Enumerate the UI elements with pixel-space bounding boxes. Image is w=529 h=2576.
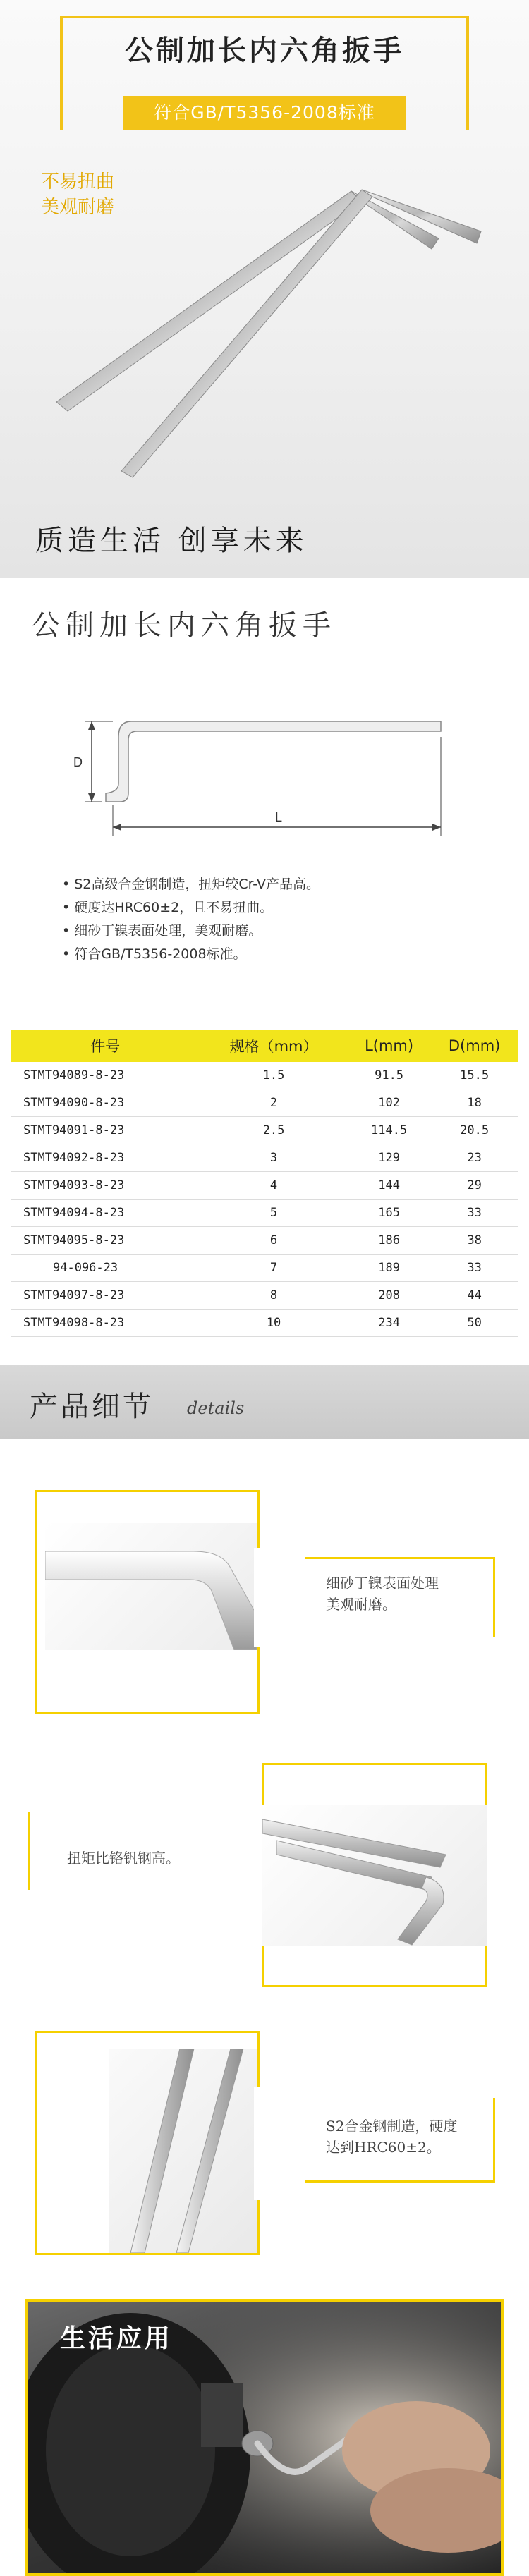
hero-banner (0, 0, 529, 578)
detail-photo-2 (262, 1805, 487, 1946)
cell-depth: 44 (430, 1282, 518, 1310)
column-header-length: L(mm) (348, 1030, 430, 1062)
table-row (11, 1144, 518, 1172)
detail-photo-1 (45, 1523, 257, 1650)
table-row (11, 1172, 518, 1200)
hero-feature-1: 不易扭曲 (41, 171, 115, 193)
dimension-diagram (63, 716, 458, 839)
table-row (11, 1310, 518, 1337)
cell-size: 1.5 (200, 1062, 348, 1089)
cell-size: 6 (200, 1227, 348, 1255)
cell-depth: 18 (430, 1089, 518, 1117)
cell-part-no: STMT94098-8-23 (11, 1310, 200, 1337)
cell-length: 208 (348, 1282, 430, 1310)
table-row (11, 1227, 518, 1255)
cell-depth: 33 (430, 1255, 518, 1282)
cell-size: 2.5 (200, 1117, 348, 1144)
cell-length: 91.5 (348, 1062, 430, 1089)
cell-length: 186 (348, 1227, 430, 1255)
column-header-depth: D(mm) (430, 1030, 518, 1062)
cell-size: 3 (200, 1144, 348, 1172)
cell-part-no: STMT94089-8-23 (11, 1062, 200, 1089)
table-header-row (11, 1030, 518, 1062)
details-subtitle: details (187, 1398, 245, 1418)
details-title: 产品细节 (30, 1391, 154, 1423)
feature-bullet-list (62, 873, 320, 966)
detail-note-2-line-1: 扭矩比铬钒钢高。 (67, 1850, 180, 1867)
cell-part-no: STMT94092-8-23 (11, 1144, 200, 1172)
cell-length: 129 (348, 1144, 430, 1172)
table-row (11, 1062, 518, 1089)
detail-note-3 (326, 2116, 457, 2158)
cell-part-no: STMT94091-8-23 (11, 1117, 200, 1144)
cell-size: 5 (200, 1200, 348, 1227)
bullet-item: • 硬度达HRC60±2，且不易扭曲。 (62, 896, 320, 920)
hero-feature-2: 美观耐磨 (41, 197, 115, 218)
table-row (11, 1089, 518, 1117)
cell-part-no: STMT94094-8-23 (11, 1200, 200, 1227)
detail-note-2 (67, 1848, 180, 1869)
table-row (11, 1255, 518, 1282)
hero-title: 公制加长内六角扳手 (125, 35, 404, 67)
cell-depth: 29 (430, 1172, 518, 1200)
cell-size: 8 (200, 1282, 348, 1310)
life-application-photo (25, 2299, 504, 2576)
cell-length: 114.5 (348, 1117, 430, 1144)
hex-key-product-image (0, 0, 529, 578)
hero-standard-badge: 符合GB/T5356-2008标准 (123, 96, 406, 130)
hex-key-bend-image (45, 1523, 257, 1650)
life-title: 生活应用 (60, 2324, 174, 2353)
cell-depth: 50 (430, 1310, 518, 1337)
detail-note-1-line-1: 细砂丁镍表面处理 (326, 1575, 439, 1592)
cell-depth: 33 (430, 1200, 518, 1227)
cell-length: 102 (348, 1089, 430, 1117)
cell-size: 2 (200, 1089, 348, 1117)
hero-slogan: 质造生活 创享未来 (35, 525, 308, 557)
spec-table (11, 1030, 518, 1337)
column-header-part-no: 件号 (11, 1030, 200, 1062)
cell-depth: 20.5 (430, 1117, 518, 1144)
bullet-item: • 符合GB/T5356-2008标准。 (62, 943, 320, 966)
cell-length: 144 (348, 1172, 430, 1200)
cell-size: 4 (200, 1172, 348, 1200)
cell-depth: 38 (430, 1227, 518, 1255)
cell-length: 165 (348, 1200, 430, 1227)
cell-part-no: STMT94090-8-23 (11, 1089, 200, 1117)
spec-title: 公制加长内六角扳手 (32, 609, 336, 642)
cell-depth: 23 (430, 1144, 518, 1172)
detail-note-1 (326, 1573, 439, 1615)
table-row (11, 1200, 518, 1227)
bullet-item: • 细砂丁镍表面处理，美观耐磨。 (62, 920, 320, 943)
bullet-item: • S2高级合金钢制造，扭矩较Cr-V产品高。 (62, 873, 320, 896)
cell-size: 10 (200, 1310, 348, 1337)
table-row (11, 1117, 518, 1144)
cell-size: 7 (200, 1255, 348, 1282)
detail-note-1-line-2: 美观耐磨。 (326, 1596, 396, 1613)
table-row (11, 1282, 518, 1310)
cell-length: 234 (348, 1310, 430, 1337)
diagram-label-l: L (275, 810, 283, 824)
details-banner (0, 1365, 529, 1439)
detail-note-3-line-1: S2合金钢制造，硬度 (326, 2118, 458, 2135)
detail-note-3-line-2: 达到HRC60±2。 (326, 2139, 441, 2156)
cell-depth: 15.5 (430, 1062, 518, 1089)
hex-key-closeup-image (262, 1805, 487, 1946)
diagram-label-d: D (73, 755, 83, 769)
cell-length: 189 (348, 1255, 430, 1282)
frame-gap (254, 2087, 268, 2200)
cell-part-no: 94-096-23 (11, 1255, 200, 1282)
cell-part-no: STMT94093-8-23 (11, 1172, 200, 1200)
cell-part-no: STMT94095-8-23 (11, 1227, 200, 1255)
hex-key-shaft-image (109, 2049, 257, 2253)
column-header-size: 规格（mm） (200, 1030, 348, 1062)
frame-gap (254, 1548, 268, 1647)
detail-photo-3 (109, 2049, 257, 2253)
cell-part-no: STMT94097-8-23 (11, 1282, 200, 1310)
